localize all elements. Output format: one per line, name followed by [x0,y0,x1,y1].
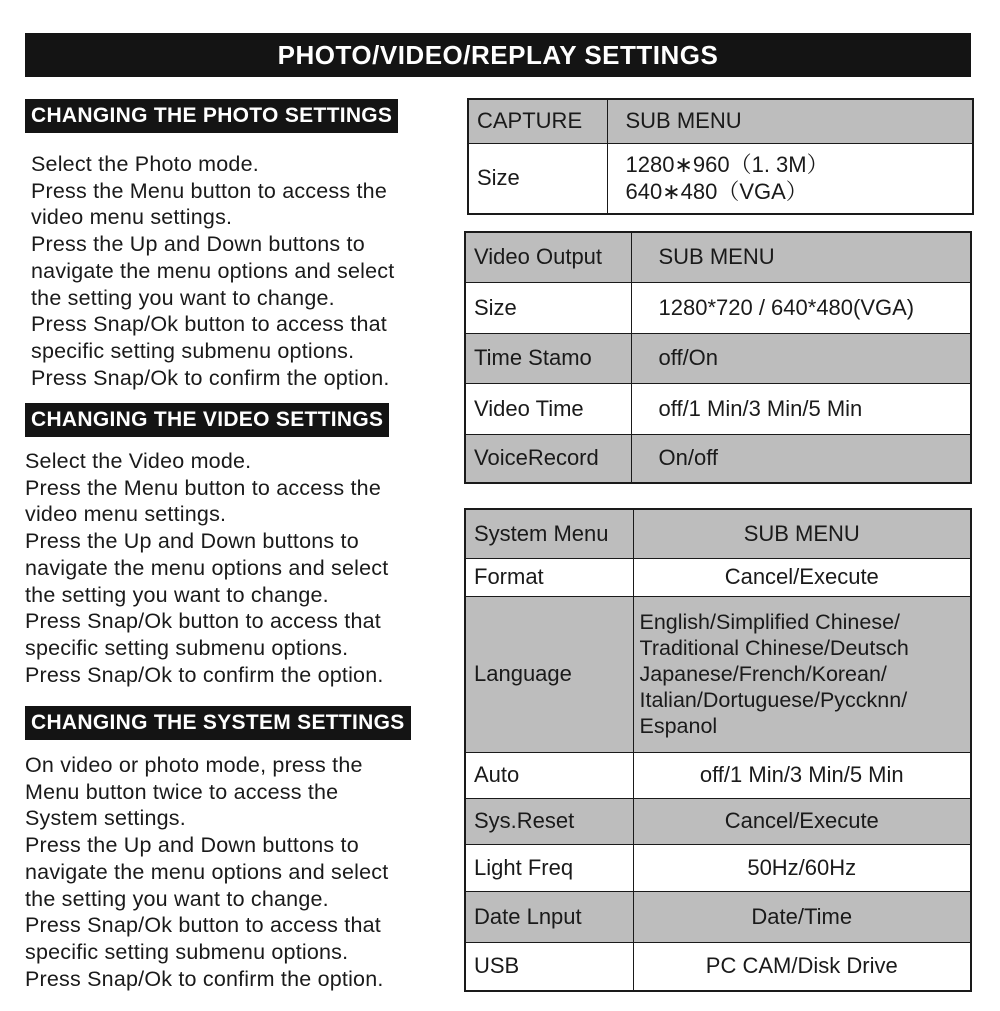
video-settings-instructions [25,448,388,688]
language-options-cell [633,596,971,752]
table-label-cell: Date Lnput [465,891,633,942]
instruction-line: Press the Menu button to access the [25,475,381,500]
table-value-cell: off/1 Min/3 Min/5 Min [631,383,971,434]
language-option-line: Espanol [639,714,718,738]
table-value-cell [607,143,973,214]
table-value-cell: Cancel/Execute [633,798,971,844]
table-row [465,282,971,333]
table-value-cell: 1280*720 / 640*480(VGA) [631,282,971,333]
table-value-cell: off/1 Min/3 Min/5 Min [633,752,971,798]
instruction-line: video menu settings. [31,205,233,230]
video-settings-heading: CHANGING THE VIDEO SETTINGS [25,403,389,437]
table-label-cell: Size [468,143,607,214]
instruction-line: navigate the menu options and select [25,555,389,580]
table-label-cell: Time Stamo [465,333,631,383]
instruction-line: navigate the menu options and select [25,859,389,884]
instruction-line: Select the Video mode. [25,449,252,473]
system-settings-heading: CHANGING THE SYSTEM SETTINGS [25,706,411,740]
instruction-line: Menu button twice to access the [25,779,339,804]
table-row [465,752,971,798]
instruction-line: specific setting submenu options. [25,635,349,660]
instruction-line: Press Snap/Ok button to access that [25,913,381,938]
instruction-line: Press the Up and Down buttons to [25,833,359,858]
table-value-cell: Cancel/Execute [633,558,971,596]
table-header-cell: SUB MENU [607,99,973,143]
instruction-line: video menu settings. [25,502,227,527]
table-header-cell: SUB MENU [633,509,971,558]
instruction-line: the setting you want to change. [25,582,329,607]
table-label-cell: Format [465,558,633,596]
photo-settings-heading: CHANGING THE PHOTO SETTINGS [25,99,398,133]
table-label-cell: Size [465,282,631,333]
table-header-row [468,99,973,143]
table-row [465,333,971,383]
table-label-cell: Language [465,596,633,752]
language-option-line: Italian/Dortuguese/Pyccknn/ [639,688,908,712]
instruction-line: the setting you want to change. [31,285,335,310]
table-row [465,798,971,844]
table-row [465,844,971,891]
photo-settings-instructions [31,151,394,391]
table-label-cell: Video Time [465,383,631,434]
table-header-cell: SUB MENU [631,232,971,282]
table-row [468,143,973,214]
capture-settings-table [467,98,974,215]
instruction-line: Select the Photo mode. [31,152,259,176]
table-header-row [465,232,971,282]
table-header-cell: System Menu [465,509,633,558]
instruction-line: System settings. [25,806,186,831]
instruction-line: Press Snap/Ok to confirm the option. [31,365,390,390]
table-row [465,558,971,596]
table-row [465,942,971,991]
table-value-cell: 50Hz/60Hz [633,844,971,891]
table-label-cell: Auto [465,752,633,798]
instruction-line: Press the Up and Down buttons to [25,529,359,554]
instruction-line: Press Snap/Ok to confirm the option. [25,966,384,991]
table-value-cell: Date/Time [633,891,971,942]
table-label-cell: Sys.Reset [465,798,633,844]
table-value-cell: On/off [631,434,971,483]
capture-size-option: 640∗480（VGA） [625,179,808,205]
language-option-line: English/Simplified Chinese/ [639,610,901,634]
capture-size-option: 1280∗960（1. 3M） [625,152,829,178]
instruction-line: specific setting submenu options. [25,939,349,964]
instruction-line: Press Snap/Ok button to access that [25,609,381,634]
page-title: PHOTO/VIDEO/REPLAY SETTINGS [25,33,971,77]
instruction-line: On video or photo mode, press the [25,753,363,777]
instruction-line: Press the Up and Down buttons to [31,232,365,257]
video-settings-table [464,231,972,484]
table-row [465,596,971,752]
language-option-line: Traditional Chinese/Deutsch [639,636,909,660]
table-header-cell: Video Output [465,232,631,282]
table-label-cell: Light Freq [465,844,633,891]
instruction-line: Press the Menu button to access the [31,178,387,203]
table-label-cell: VoiceRecord [465,434,631,483]
table-row [465,434,971,483]
language-option-line: Japanese/French/Korean/ [639,662,887,686]
table-value-cell: off/On [631,333,971,383]
instruction-line: navigate the menu options and select [31,258,395,283]
table-label-cell: USB [465,942,633,991]
table-value-cell: PC CAM/Disk Drive [633,942,971,991]
table-header-cell: CAPTURE [468,99,607,143]
system-settings-table [464,508,972,992]
table-row [465,383,971,434]
table-row [465,891,971,942]
instruction-line: Press Snap/Ok button to access that [31,312,387,337]
system-settings-instructions [25,752,388,992]
table-header-row [465,509,971,558]
instruction-line: the setting you want to change. [25,886,329,911]
instruction-line: Press Snap/Ok to confirm the option. [25,662,384,687]
instruction-line: specific setting submenu options. [31,338,355,363]
